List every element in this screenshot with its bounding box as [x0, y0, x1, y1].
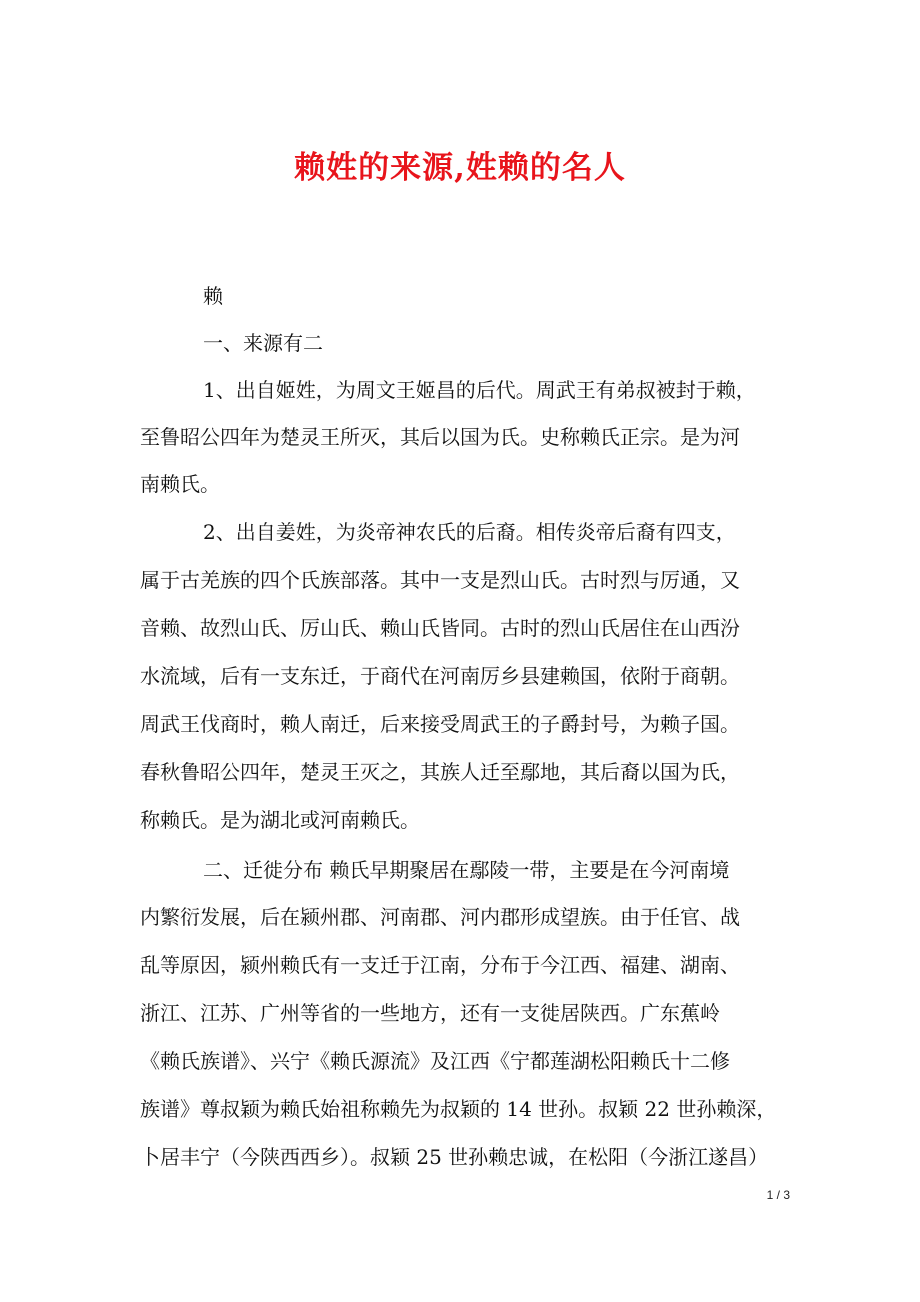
paragraph-line: 二、迁徙分布 赖氏早期聚居在鄢陵一带，主要是在今河南境	[203, 858, 730, 882]
paragraph-line: 内繁衍发展，后在颍州郡、河南郡、河内郡形成望族。由于任官、战	[140, 905, 740, 929]
paragraph-line: 族谱》尊叔颖为赖氏始祖称赖先为叔颖的 14 世孙。叔颖 22 世孙赖深，	[140, 1097, 777, 1121]
paragraph-line: 称赖氏。是为湖北或河南赖氏。	[140, 808, 420, 832]
paragraph-line: 南赖氏。	[140, 472, 220, 496]
paragraph-line: 一、来源有二	[203, 331, 323, 355]
paragraph-line: 水流域，后有一支东迁，于商代在河南厉乡县建赖国，依附于商朝。	[140, 664, 740, 688]
paragraph-line: 赖	[203, 284, 223, 308]
paragraph-line: 周武王伐商时，赖人南迁，后来接受周武王的子爵封号，为赖子国。	[140, 712, 740, 736]
page-number: 1 / 3	[766, 1188, 790, 1202]
paragraph-line: 浙江、江苏、广州等省的一些地方，还有一支徙居陕西。广东蕉岭	[140, 1001, 720, 1025]
paragraph-line: 音赖、故烈山氏、厉山氏、赖山氏皆同。古时的烈山氏居住在山西汾	[140, 616, 740, 640]
paragraph-line: 1、出自姬姓，为周文王姬昌的后代。周武王有弟叔被封于赖，	[203, 378, 756, 402]
paragraph-line: 卜居丰宁（今陕西西乡）。叔颖 25 世孙赖忠诚，在松阳（今浙江遂昌）	[140, 1145, 769, 1169]
document-title: 赖姓的来源,姓赖的名人	[294, 150, 626, 186]
paragraph-line: 《赖氏族谱》、兴宁《赖氏源流》及江西《宁都莲湖松阳赖氏十二修	[140, 1049, 730, 1073]
paragraph-line: 属于古羌族的四个氏族部落。其中一支是烈山氏。古时烈与厉通，又	[140, 568, 740, 592]
paragraph-line: 至鲁昭公四年为楚灵王所灭，其后以国为氏。史称赖氏正宗。是为河	[140, 425, 740, 449]
paragraph-line: 2、出自姜姓，为炎帝神农氏的后裔。相传炎帝后裔有四支，	[203, 520, 736, 544]
paragraph-line: 乱等原因，颍州赖氏有一支迁于江南，分布于今江西、福建、湖南、	[140, 953, 740, 977]
paragraph-line: 春秋鲁昭公四年，楚灵王灭之，其族人迁至鄢地，其后裔以国为氏，	[140, 760, 740, 784]
